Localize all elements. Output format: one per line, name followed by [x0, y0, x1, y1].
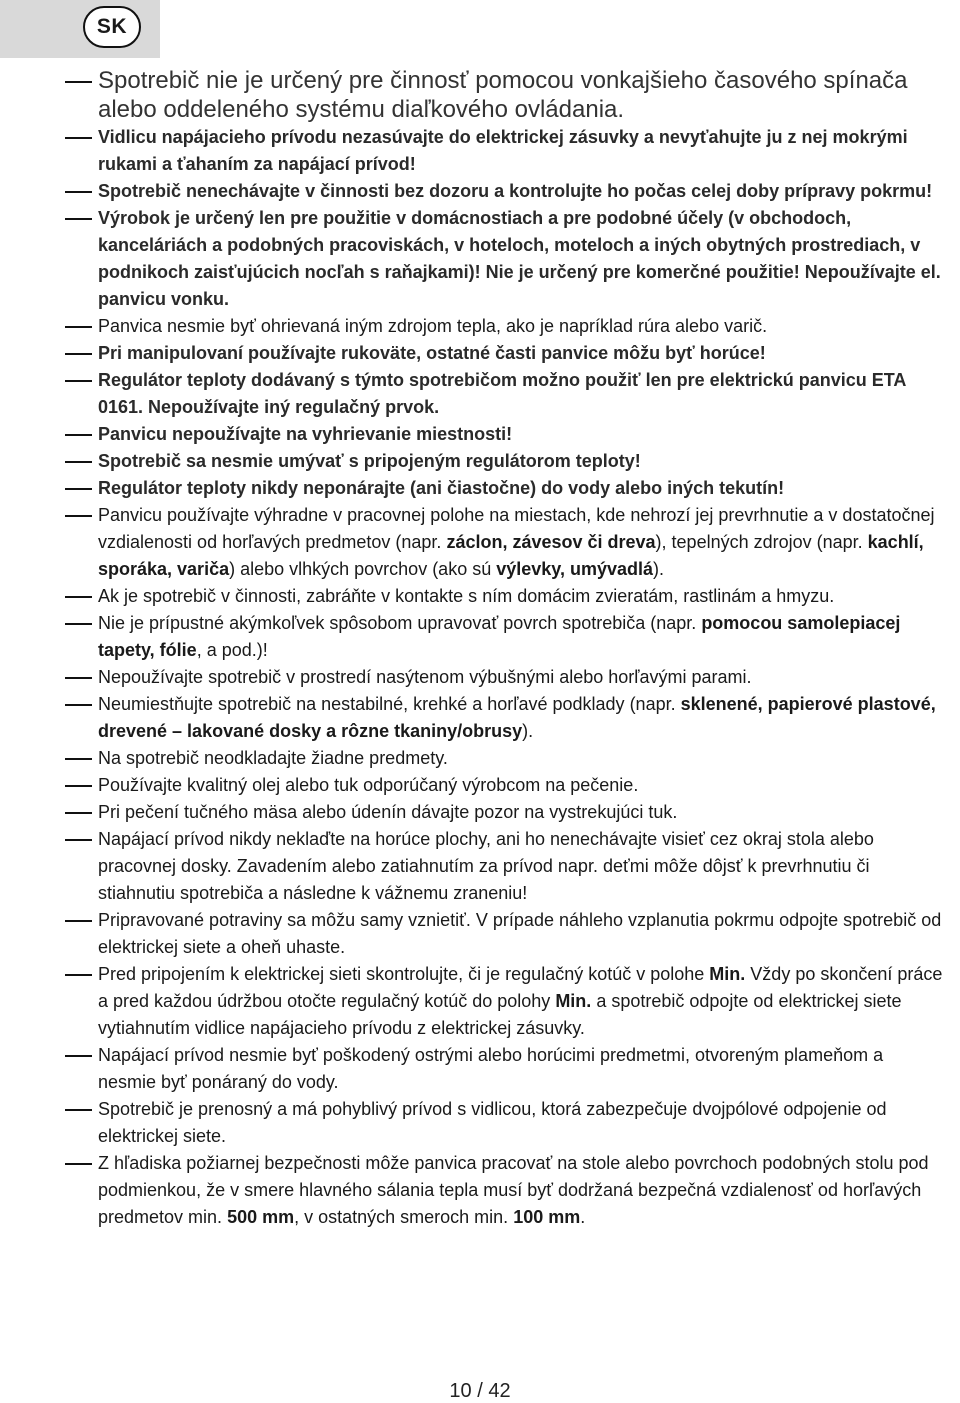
- page-number: 10 / 42: [449, 1380, 511, 1402]
- instruction-text: [98, 694, 936, 741]
- emphasis-text: pomocou samolepiacej tapety, fólie: [98, 613, 901, 660]
- dash-bullet-icon: [65, 137, 92, 139]
- instruction-text: [98, 208, 941, 309]
- instruction-item: [65, 502, 945, 583]
- instruction-text: [98, 67, 907, 123]
- text-run: Vždy po skončení práce a pred každou údržbou otočte regulačný kotúč do polohy: [98, 964, 943, 1011]
- text-run: ).: [653, 559, 665, 579]
- text-run: ) alebo vlhkých povrchov (ako sú: [229, 559, 497, 579]
- text-run: Panvicu nepoužívajte na vyhrievanie miestnosti!: [98, 424, 513, 444]
- dash-bullet-icon: [65, 326, 92, 328]
- instruction-item: [65, 799, 945, 826]
- dash-bullet-icon: [65, 839, 92, 841]
- text-run: Používajte kvalitný olej alebo tuk odporúčaný výrobcom na pečenie.: [98, 775, 639, 795]
- instruction-text: [98, 505, 935, 579]
- dash-bullet-icon: [65, 704, 92, 706]
- text-run: Ak je spotrebič v činnosti, zabráňte v kontakte s ním domácim zvieratám, rastlinám a hmyzu.: [98, 586, 835, 606]
- instruction-text: [98, 478, 784, 498]
- instruction-text: [98, 910, 941, 957]
- instruction-item: [65, 124, 945, 178]
- instruction-item: [65, 66, 945, 124]
- dash-bullet-icon: [65, 974, 92, 976]
- instruction-item: [65, 583, 945, 610]
- text-run: Vidlicu napájacieho prívodu nezasúvajte do elektrickej zásuvky a nevyťahujte ju z nej mokrými rukami a ťahaním za napájací prívod!: [98, 127, 908, 174]
- dash-bullet-icon: [65, 515, 92, 517]
- dash-bullet-icon: [65, 677, 92, 679]
- instruction-item: [65, 313, 945, 340]
- dash-bullet-icon: [65, 81, 92, 83]
- dash-bullet-icon: [65, 785, 92, 787]
- instruction-text: [98, 181, 932, 201]
- dash-bullet-icon: [65, 434, 92, 436]
- instruction-item: [65, 205, 945, 313]
- text-run: Napájací prívod nesmie byť poškodený ostrými alebo horúcimi predmetmi, otvoreným plameňom a nesmie byť ponáraný do vody.: [98, 1045, 884, 1092]
- text-run: Pripravované potraviny sa môžu samy vznietiť. V prípade náhleho vzplanutia pokrmu odpojte spotrebič od elektrickej siete a oheň uhaste.: [98, 910, 942, 957]
- instruction-text: [98, 775, 638, 795]
- instruction-item: [65, 745, 945, 772]
- text-run: Spotrebič je prenosný a má pohyblivý prívod s vidlicou, ktorá zabezpečuje dvojpólové odpojenie od elektrickej siete.: [98, 1099, 887, 1146]
- text-run: Z hľadiska požiarnej bezpečnosti môže panvica pracovať na stole alebo povrchoch podobných stolu pod podmienkou, že v smere hlavného sálania tepla musí byť dodržaná bezpečná vzdialenosť od horľavých predmetov min.: [98, 1153, 929, 1227]
- text-run: Na spotrebič neodkladajte žiadne predmety.: [98, 748, 448, 768]
- text-run: Nepoužívajte spotrebič v prostredí nasýtenom výbušnými alebo horľavými parami.: [98, 667, 752, 687]
- text-run: a spotrebič odpojte od elektrickej siete vytiahnutím vidlice napájacieho prívodu z elektrickej zásuvky.: [98, 991, 902, 1038]
- instruction-item: [65, 691, 945, 745]
- instruction-text: [98, 370, 906, 417]
- text-run: Neumiestňujte spotrebič na nestabilné, krehké a horľavé podklady (napr.: [98, 694, 681, 714]
- text-run: Spotrebič nie je určený pre činnosť pomocou vonkajšieho časového spínača alebo oddeleného systému diaľkového ovládania.: [98, 67, 908, 123]
- text-run: Regulátor teploty dodávaný s týmto spotrebičom možno použiť len pre elektrickú panvicu ETA 0161. Nepoužívajte iný regulačný prvok.: [98, 370, 906, 417]
- instruction-text: [98, 613, 900, 660]
- instruction-text: [98, 316, 767, 336]
- text-run: Pri pečení tučného mäsa alebo údenín dávajte pozor na vystrekujúci tuk.: [98, 802, 678, 822]
- instruction-text: [98, 964, 942, 1038]
- dash-bullet-icon: [65, 1163, 92, 1165]
- emphasis-text: Min.: [709, 964, 746, 984]
- instruction-item: [65, 664, 945, 691]
- instruction-item: [65, 340, 945, 367]
- instruction-text: [98, 802, 677, 822]
- emphasis-text: 100 mm: [513, 1207, 581, 1227]
- instruction-text: [98, 343, 766, 363]
- emphasis-text: záclon, závesov či dreva: [446, 532, 656, 552]
- dash-bullet-icon: [65, 812, 92, 814]
- text-run: Pred pripojením k elektrickej sieti skontrolujte, či je regulačný kotúč v polohe: [98, 964, 710, 984]
- instruction-item: [65, 178, 945, 205]
- dash-bullet-icon: [65, 623, 92, 625]
- instruction-item: [65, 610, 945, 664]
- instruction-text: [98, 586, 834, 606]
- text-run: Panvica nesmie byť ohrievaná iným zdrojom tepla, ako je napríklad rúra alebo varič.: [98, 316, 768, 336]
- text-run: Regulátor teploty nikdy neponárajte (ani čiastočne) do vody alebo iných tekutín!: [98, 478, 785, 498]
- dash-bullet-icon: [65, 488, 92, 490]
- dash-bullet-icon: [65, 461, 92, 463]
- language-tab: [0, 0, 160, 58]
- emphasis-text: sklenené, papierové plastové, drevené – lakované dosky a rôzne tkaniny/obrusy: [98, 694, 936, 741]
- text-run: ), tepelných zdrojov (napr.: [655, 532, 868, 552]
- instruction-text: [98, 451, 641, 471]
- text-run: Spotrebič nenechávajte v činnosti bez dozoru a kontrolujte ho počas celej doby prípravy pokrmu!: [98, 181, 933, 201]
- instruction-item: [65, 826, 945, 907]
- dash-bullet-icon: [65, 596, 92, 598]
- instruction-text: [98, 748, 448, 768]
- instruction-item: [65, 475, 945, 502]
- text-run: Napájací prívod nikdy neklaďte na horúce plochy, ani ho nenechávajte visieť cez okraj stola alebo pracovnej dosky. Zavadením alebo zatiahnutím za prívod napr. deťmi môže dôjsť k prevrhnutiu či stiahnutiu spotrebiča a následne k vážnemu zraneniu!: [98, 829, 874, 903]
- text-run: Panvicu používajte výhradne v pracovnej polohe na miestach, kde nehrozí jej prevrhnutie a v dostatočnej vzdialenosti od horľavých predmetov (napr.: [98, 505, 935, 552]
- dash-bullet-icon: [65, 920, 92, 922]
- dash-bullet-icon: [65, 380, 92, 382]
- instruction-text: [98, 424, 512, 444]
- instruction-item: [65, 1150, 945, 1231]
- dash-bullet-icon: [65, 758, 92, 760]
- emphasis-text: kachlí, sporáka, variča: [98, 532, 924, 579]
- text-run: Výrobok je určený len pre použitie v domácnostiach a pre podobné účely (v obchodoch, kanceláriách a podobných pracoviskách, v hoteloch, moteloch a iných obytných prostrediach, v podnikoch zaisťujúcich nocľah s raňajkami)! Nie je určený pre komerčné použitie! Nepoužívajte el. panvicu vonku.: [98, 208, 941, 309]
- dash-bullet-icon: [65, 218, 92, 220]
- instruction-item: [65, 367, 945, 421]
- text-run: , v ostatných smeroch min.: [294, 1207, 514, 1227]
- dash-bullet-icon: [65, 191, 92, 193]
- instruction-text: [98, 1099, 886, 1146]
- instruction-item: [65, 421, 945, 448]
- dash-bullet-icon: [65, 353, 92, 355]
- instruction-item: [65, 448, 945, 475]
- emphasis-text: výlevky, umývadlá: [496, 559, 654, 579]
- text-run: .: [580, 1207, 586, 1227]
- safety-instructions-list: [65, 66, 945, 1231]
- instruction-item: [65, 1096, 945, 1150]
- instruction-item: [65, 772, 945, 799]
- text-run: , a pod.)!: [196, 640, 268, 660]
- instruction-item: [65, 1042, 945, 1096]
- instruction-item: [65, 961, 945, 1042]
- instruction-text: [98, 1153, 929, 1227]
- text-run: Spotrebič sa nesmie umývať s pripojeným regulátorom teploty!: [98, 451, 641, 471]
- instruction-text: [98, 1045, 883, 1092]
- dash-bullet-icon: [65, 1109, 92, 1111]
- instruction-text: [98, 127, 908, 174]
- language-badge: SK: [83, 6, 141, 48]
- text-run: Pri manipulovaní používajte rukoväte, ostatné časti panvice môžu byť horúce!: [98, 343, 766, 363]
- emphasis-text: Min.: [555, 991, 592, 1011]
- dash-bullet-icon: [65, 1055, 92, 1057]
- text-run: ).: [522, 721, 534, 741]
- instruction-text: [98, 667, 752, 687]
- emphasis-text: 500 mm: [227, 1207, 295, 1227]
- instruction-item: [65, 907, 945, 961]
- instruction-text: [98, 829, 874, 903]
- text-run: Nie je prípustné akýmkoľvek spôsobom upravovať povrch spotrebiča (napr.: [98, 613, 702, 633]
